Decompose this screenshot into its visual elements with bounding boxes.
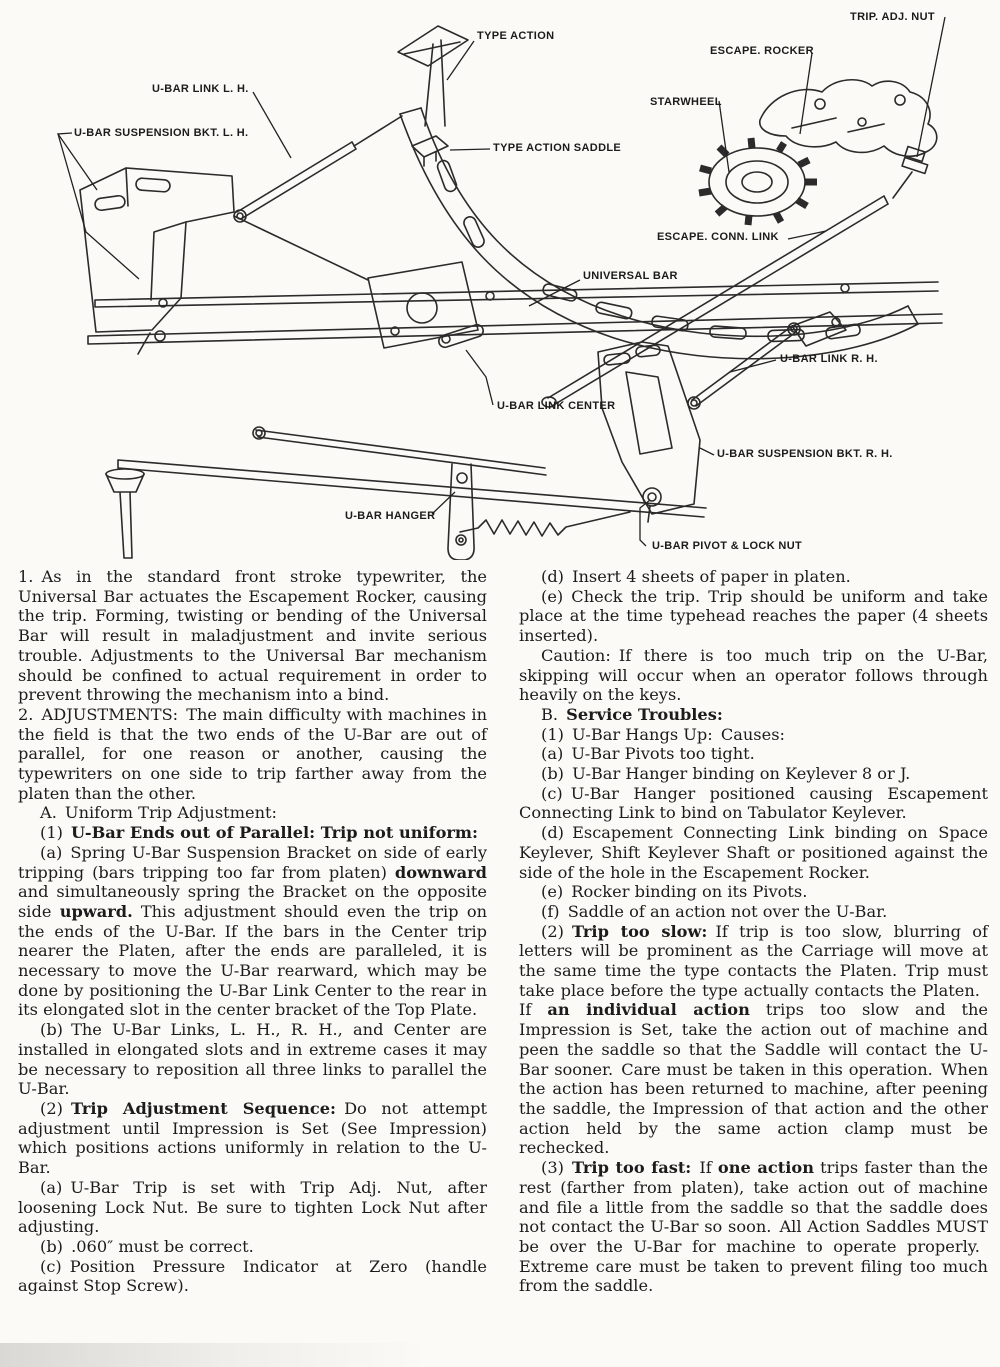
leader-line-type-action-saddle <box>450 149 490 150</box>
paragraph: (e) Check the trip. Trip should be uniform and take place at the time typehead reaches the paper (4 sheets inserted). <box>519 586 988 646</box>
diagram-label-escape-rocker: ESCAPE. ROCKER <box>710 45 814 57</box>
diagram-label-u-bar-link-rh: U-BAR LINK R. H. <box>780 353 878 365</box>
leader-line-starwheel <box>719 101 729 172</box>
paragraph: (c) Position Pressure Indicator at Zero (handle against Stop Screw). <box>18 1256 487 1296</box>
diagram-label-u-bar-suspension-bkt-lh: U-BAR SUSPENSION BKT. L. H. <box>74 127 249 139</box>
leader-line-u-bar-link-center <box>466 350 493 405</box>
diagram-label-u-bar-link-center: U-BAR LINK CENTER <box>497 400 616 412</box>
paragraph: (a) Spring U-Bar Suspension Bracket on side of early tripping (bars tripping too far from platen) downward and simultaneously spring the Bracket on the opposite side upward. This adjustment should even the trip on the ends of the U-Bar. If the bars in the Center trip nearer the Platen, after the ends are paralleled, it is necessary to move the U-Bar rearward, which may be done by positioning the U-Bar Link Center to the rear in its elongated slot in the center bracket of the Top Plate. <box>18 842 487 1020</box>
paragraph: (d) Insert 4 sheets of paper in platen. <box>541 567 851 586</box>
diagram-label-escape-conn-link: ESCAPE. CONN. LINK <box>657 231 779 243</box>
paragraph: (b) .060″ must be correct. <box>40 1236 254 1256</box>
diagram-label-u-bar-link-lh: U-BAR LINK L. H. <box>152 83 249 95</box>
leader-lines-layer <box>0 0 1000 560</box>
leader-line-type-action <box>447 41 474 80</box>
paragraph: (1) U-Bar Ends out of Parallel: Trip not uniform: <box>40 823 479 843</box>
paragraph: (2) Trip Adjustment Sequence: Do not attempt adjustment until Impression is Set (See Impression) which positions actions uniformly in relation to the U-Bar. <box>18 1098 487 1178</box>
leader-line-trip-adj-nut <box>917 17 945 157</box>
u-bar-mechanism-diagram <box>0 0 1000 560</box>
leader-line-u-bar-suspension-bkt-lh <box>58 134 139 279</box>
paragraph: (d) Escapement Connecting Link binding on Space Keylever, Shift Keylever Shaft or positioned against the side of the hole in the Escapement Rocker. <box>519 823 988 882</box>
paragraph: (a) U-Bar Trip is set with Trip Adj. Nut, after loosening Lock Nut. Be sure to tighten Lock Nut after adjusting. <box>18 1177 487 1237</box>
paragraph: Caution: If there is too much trip on the U-Bar, skipping will occur when an operator follows through heavily on the keys. <box>519 645 988 705</box>
paragraph: (c) U-Bar Hanger positioned causing Escapement Connecting Link to bind on Tabulator Keylever. <box>519 783 988 823</box>
diagram-label-type-action: TYPE ACTION <box>477 30 555 42</box>
paragraph: (1) U-Bar Hangs Up: Causes: <box>541 724 785 744</box>
leader-line-u-bar-pivot-lock-nut <box>640 500 650 546</box>
diagram-label-u-bar-pivot-lock-nut: U-BAR PIVOT & LOCK NUT <box>652 540 803 552</box>
diagram-label-u-bar-hanger: U-BAR HANGER <box>345 510 436 522</box>
leader-line-escape-conn-link <box>788 231 826 239</box>
paragraph: A. Uniform Trip Adjustment: <box>40 803 277 823</box>
body-text <box>18 567 988 1296</box>
paragraph: (b) U-Bar Hanger binding on Keylever 8 or J. <box>541 764 911 784</box>
paragraph: 2. ADJUSTMENTS: The main difficulty with machines in the field is that the two ends of the U-Bar are out of parallel, for one reason or another, causing the typewriters on one side to trip farther away from the platen than the other. <box>18 704 487 803</box>
leader-line-u-bar-link-lh <box>253 92 291 158</box>
diagram-label-universal-bar: UNIVERSAL BAR <box>583 270 678 282</box>
scan-smudge <box>0 1343 430 1367</box>
paragraph: (f) Saddle of an action not over the U-Bar. <box>541 901 888 921</box>
leader-line-u-bar-suspension-bkt-lh <box>58 133 97 190</box>
paragraph: (e) Rocker binding on its Pivots. <box>541 882 808 902</box>
leader-line-universal-bar <box>529 280 580 306</box>
diagram-label-u-bar-suspension-bkt-rh: U-BAR SUSPENSION BKT. R. H. <box>717 448 893 460</box>
paragraph: 1. As in the standard front stroke typewriter, the Universal Bar actuates the Escapement Rocker, causing the trip. Forming, twisting or bending of the Universal Bar will result in maladjustment and invite serious trouble. Adjustments to the Universal Bar mechanism should be confined to actual requirement in order to prevent throwing the mechanism into a bind. <box>18 567 487 705</box>
leader-line-u-bar-hanger <box>432 492 455 514</box>
paragraph: (2) Trip too slow: If trip is too slow, blurring of letters will be prominent as the Carriage will move at the same time the type contacts the Platen. Trip must take place before the type actually contacts the Platen. If an individual action trips too slow and the Impression is Set, take the action out of machine and peen the saddle so that the Saddle will contact the U-Bar sooner. Care must be taken in this operation. When the action has been returned to machine, after peening the saddle, the Impression of that action and the other action held by the same action clamp must be rechecked. <box>519 921 988 1158</box>
diagram-label-type-action-saddle: TYPE ACTION SADDLE <box>493 142 622 154</box>
left-column <box>18 567 487 1296</box>
leader-line-u-bar-suspension-bkt-rh <box>700 448 714 455</box>
paragraph: B. Service Troubles: <box>541 704 723 724</box>
right-column <box>519 567 988 1296</box>
diagram-label-starwheel: STARWHEEL <box>650 96 722 108</box>
paragraph: (3) Trip too fast: If one action trips faster than the rest (farther from platen), take action out of machine and file a little from the saddle so that the saddle does not contact the U-Bar so soon. All Action Saddles MUST be over the U-Bar for machine to operate properly. Extreme care must be taken to prevent filing too much from the saddle. <box>519 1158 988 1296</box>
paragraph: (a) U-Bar Pivots too tight. <box>541 744 755 764</box>
leader-line-escape-rocker <box>800 53 812 134</box>
diagram-label-trip-adj-nut: TRIP. ADJ. NUT <box>850 11 935 23</box>
leader-line-u-bar-link-rh <box>730 360 776 372</box>
paragraph: (b) The U-Bar Links, L. H., R. H., and Center are installed in elongated slots and in extreme cases it may be necessary to reposition all three links to parallel the U-Bar. <box>18 1020 487 1099</box>
